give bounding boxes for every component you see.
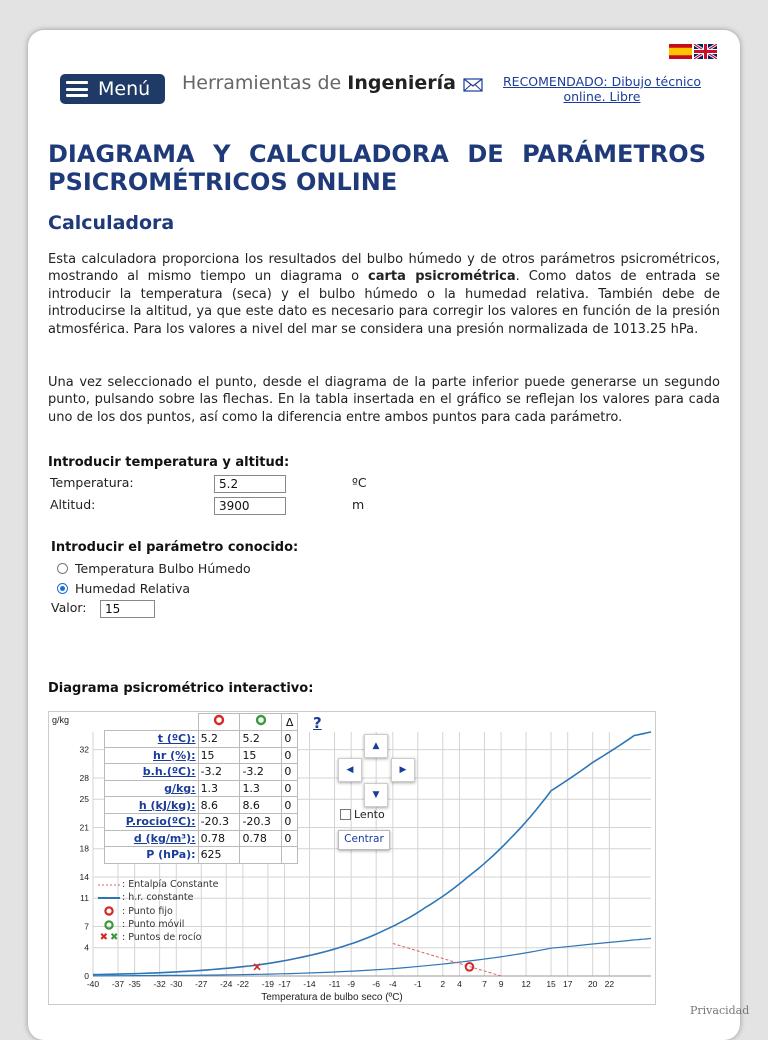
menu-label: Menú (98, 78, 151, 100)
x-tick-label: -1 (414, 979, 422, 989)
y-tick-label: 0 (84, 971, 89, 981)
temperature-unit: ºC (352, 475, 367, 490)
relative-humidity-radio[interactable] (57, 583, 68, 594)
moving-point-value: 0.78 (240, 830, 282, 847)
fixed-point-value: 625 (198, 847, 240, 864)
legend-item-dew-points: ✖ ✖ : Puntos de rocío (99, 932, 202, 944)
delta-value: 0 (282, 830, 298, 847)
green-circle-icon (255, 714, 267, 726)
fixed-point-value: 0.78 (198, 830, 240, 847)
table-row (105, 830, 298, 847)
temperature-input[interactable] (214, 475, 286, 493)
help-link[interactable]: ? (313, 714, 322, 732)
table-header-row (105, 714, 298, 731)
moving-point-value: 8.6 (240, 797, 282, 814)
triangle-left-icon: ◀ (346, 765, 354, 775)
arrow-right-button[interactable] (391, 758, 415, 782)
x-tick-label: -24 (220, 979, 233, 989)
y-axis-label: g/kg (52, 715, 70, 725)
x-tick-label: 15 (546, 979, 556, 989)
fixed-point-header (198, 714, 240, 731)
red-circle-icon (213, 714, 225, 726)
arrow-up-button[interactable] (364, 734, 388, 758)
delta-value (282, 847, 298, 864)
y-tick-label: 28 (79, 772, 89, 783)
legend-item-fixed-point: : Punto fijo (96, 905, 219, 918)
y-tick-label: 14 (79, 871, 89, 882)
row-label[interactable]: b.h.(ºC): (105, 764, 199, 781)
legend-item-enthalpy: : Entalpía Constante (96, 878, 219, 891)
fixed-point-value: -3.2 (198, 764, 240, 781)
x-tick-label: 20 (587, 979, 598, 989)
chart-legend (96, 878, 219, 944)
y-tick-label: 25 (79, 794, 89, 805)
table-row (105, 797, 298, 814)
delta-value: 0 (282, 780, 298, 797)
diagram-section-label: Diagrama psicrométrico interactivo: (48, 681, 314, 696)
delta-header: Δ (282, 714, 298, 731)
x-tick-label: 2 (440, 979, 446, 989)
row-label[interactable]: t (ºC): (105, 731, 199, 748)
moving-point-value: 5.2 (240, 731, 282, 748)
x-tick-label: -30 (170, 979, 183, 989)
triangle-down-icon: ▼ (372, 790, 380, 800)
values-table (104, 713, 298, 864)
moving-point-value (240, 847, 282, 864)
center-button[interactable]: Centrar (338, 830, 390, 850)
moving-point-value: 1.3 (240, 780, 282, 797)
x-tick-label: -37 (111, 979, 125, 989)
uk-flag-icon[interactable] (694, 44, 717, 59)
slow-checkbox[interactable] (340, 809, 351, 820)
y-tick-label: 32 (79, 744, 89, 755)
x-tick-label: -11 (328, 979, 341, 989)
row-label[interactable]: g/kg: (105, 780, 199, 797)
value-label: Valor: (51, 600, 87, 615)
x-axis-label: Temperatura de bulbo seco (ºC) (261, 992, 403, 1003)
envelope-icon[interactable] (463, 78, 483, 92)
y-tick-label: 11 (80, 893, 89, 904)
legend-item-moving-point: : Punto móvil (96, 918, 219, 931)
fixed-point-value: 8.6 (198, 797, 240, 814)
x-tick-label: 22 (604, 979, 615, 989)
y-tick-label: 18 (79, 843, 89, 854)
temperature-label: Temperatura: (50, 475, 134, 490)
row-label[interactable]: P.rocio(ºC): (105, 813, 199, 830)
privacy-link[interactable]: Privacidad (690, 1004, 750, 1017)
arrow-down-button[interactable] (364, 783, 388, 807)
intro-paragraph-1: Esta calculadora proporciona los resultados del bulbo húmedo y de otros parámetros psicrométricos, mostrando al mismo tiempo un diagrama o carta psicrométrica. Como datos de entrada se introducir la temperatura (seca) y el bulbo húmedo o la humedad relativa. También debe de introducirse la altitud, ya que este dato es necesario para corregir los valores en función de la presión atmosférica. Para los valores a nivel del mar se considera una presión normalizada de 1013.25 hPa. (48, 252, 721, 337)
altitude-input[interactable] (214, 497, 286, 515)
row-label[interactable]: hr (%): (105, 747, 199, 764)
language-selector (669, 44, 717, 59)
x-tick-label: 9 (498, 979, 504, 989)
y-tick-label: 7 (84, 921, 89, 932)
table-row (105, 731, 298, 748)
x-tick-label: -40 (86, 979, 100, 989)
site-title[interactable]: Herramientas de Ingeniería (182, 72, 456, 94)
page-title: DIAGRAMA Y CALCULADORA DE PARÁMETROS PSICROMÉTRICOS ONLINE (48, 140, 706, 196)
table-row (105, 847, 298, 864)
x-tick-label: -32 (153, 979, 166, 989)
moving-point-value: -3.2 (240, 764, 282, 781)
x-tick-label: -9 (347, 979, 355, 989)
fixed-point-value: 5.2 (198, 731, 240, 748)
x-tick-label: 7 (482, 979, 487, 989)
table-row (105, 764, 298, 781)
moving-point-value: 15 (240, 747, 282, 764)
blue-line-icon (98, 896, 120, 900)
x-tick-label: 4 (457, 979, 462, 989)
triangle-up-icon: ▲ (372, 741, 380, 751)
moving-point-value: -20.3 (240, 813, 282, 830)
section-subtitle: Calculadora (48, 212, 175, 234)
wet-bulb-radio[interactable] (57, 563, 68, 574)
x-tick-label: -27 (195, 979, 208, 989)
slow-label[interactable]: Lento (354, 808, 385, 821)
delta-value: 0 (282, 797, 298, 814)
moving-point-header (240, 714, 282, 731)
hamburger-icon (66, 80, 88, 98)
row-label[interactable]: h (kJ/kg): (105, 797, 199, 814)
known-param-section-label: Introducir el parámetro conocido: (51, 540, 299, 555)
delta-value: 0 (282, 747, 298, 764)
relative-humidity-option-label[interactable]: Humedad Relativa (75, 581, 191, 596)
row-label[interactable]: d (kg/m³): (105, 830, 199, 847)
x-tick-label: 17 (562, 979, 573, 989)
altitude-unit: m (352, 497, 365, 512)
table-row (105, 747, 298, 764)
y-tick-label: 21 (79, 822, 89, 833)
fixed-point-value: 15 (198, 747, 240, 764)
x-tick-label: -19 (261, 979, 275, 989)
wet-bulb-option-label[interactable]: Temperatura Bulbo Húmedo (75, 561, 251, 576)
x-tick-label: -6 (372, 979, 380, 989)
spain-flag-icon[interactable] (669, 44, 692, 59)
x-tick-label: -17 (278, 979, 291, 989)
dotted-red-line-icon (98, 883, 120, 887)
menu-button[interactable] (60, 74, 165, 104)
table-row (105, 813, 298, 830)
x-tick-label: -4 (389, 979, 397, 989)
red-circle-icon (103, 905, 115, 917)
recommended-link[interactable]: RECOMENDADO: Dibujo técnico online. Libre (503, 74, 701, 104)
x-tick-label: -35 (128, 979, 141, 989)
green-x-icon: ✖ (110, 932, 119, 944)
green-circle-icon (103, 919, 115, 931)
arrow-left-button[interactable] (338, 758, 362, 782)
table-row (105, 780, 298, 797)
delta-value: 0 (282, 813, 298, 830)
fixed-point-value: -20.3 (198, 813, 240, 830)
intro-paragraph-2: Una vez seleccionado el punto, desde el diagrama de la parte inferior puede generarse un segundo punto, pulsando sobre las flechas. En la tabla insertada en el gráfico se reflejan los valores para cada uno de los dos puntos, así como la diferencia entre ambos puntos para cada parámetro. (48, 375, 720, 425)
known-value-input[interactable] (100, 600, 155, 618)
fixed-point-value: 1.3 (198, 780, 240, 797)
x-tick-label: 12 (521, 979, 531, 989)
altitude-label: Altitud: (50, 497, 96, 512)
triangle-right-icon: ▶ (399, 765, 407, 775)
x-tick-label: -22 (236, 979, 250, 989)
row-label: P (hPa): (105, 847, 199, 864)
legend-item-rh: : h.r. constante (96, 891, 219, 904)
delta-value: 0 (282, 731, 298, 748)
x-tick-label: -14 (303, 979, 316, 989)
red-x-icon: ✖ (99, 932, 108, 944)
temp-altitude-section-label: Introducir temperatura y altitud: (48, 455, 290, 470)
delta-value: 0 (282, 764, 298, 781)
y-tick-label: 4 (84, 942, 89, 953)
